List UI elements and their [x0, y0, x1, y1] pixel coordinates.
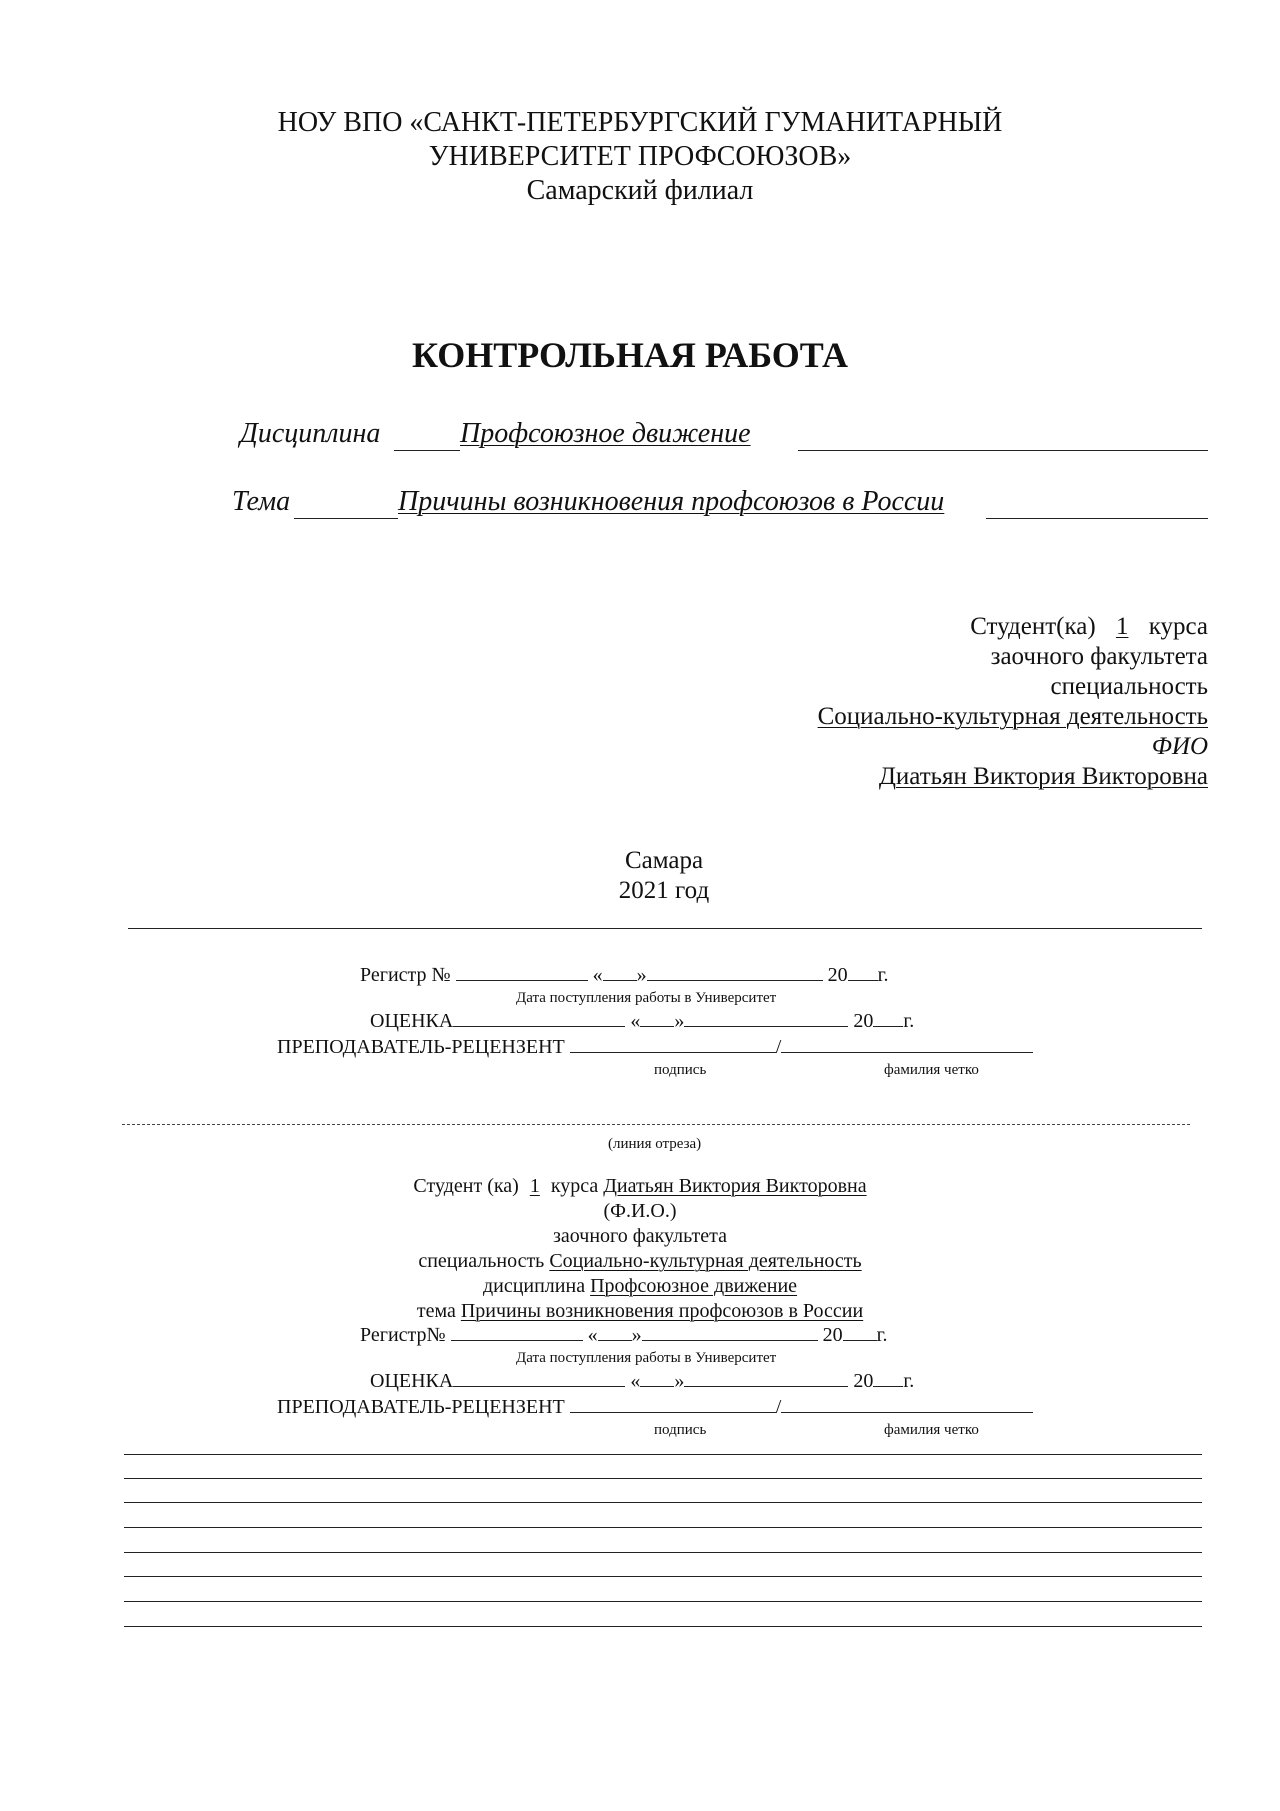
form1-register-label: Регистр № — [360, 964, 451, 986]
student-course-suffix: курса — [1148, 613, 1208, 640]
form1-reviewer-line — [277, 1036, 1033, 1059]
header-branch: Самарский филиал — [526, 175, 754, 206]
form2-year-suffix: г. — [876, 1324, 888, 1346]
header-line-1: НОУ ВПО «САНКТ-ПЕТЕРБУРГСКИЙ ГУМАНИТАРНЫЙ — [277, 107, 1003, 138]
writing-line — [124, 1626, 1202, 1627]
discipline-label: Дисциплина — [240, 418, 381, 449]
form2-specialty-label: специальность — [418, 1250, 545, 1272]
form1-grade-year-suffix: г. — [903, 1010, 915, 1032]
topic-blank-2 — [986, 518, 1208, 519]
city: Самара — [624, 847, 704, 874]
form1-day-field[interactable] — [603, 964, 637, 981]
cut-line — [122, 1124, 1190, 1125]
form2-fio-caption: (Ф.И.О.) — [603, 1200, 677, 1222]
form2-grade-year-field[interactable] — [873, 1370, 903, 1387]
topic-label: Тема — [232, 486, 291, 517]
student-course-number: 1 — [1115, 613, 1129, 640]
writing-line — [124, 1527, 1202, 1528]
form1-grade-day-field[interactable] — [640, 1010, 674, 1027]
form1-register-field[interactable] — [456, 964, 588, 981]
form2-student-info — [0, 1174, 1280, 1324]
form2-specialty-value: Социально-культурная деятельность — [549, 1250, 862, 1272]
student-specialty-value: Социально-культурная деятельность — [817, 703, 1208, 730]
form2-topic-label: тема — [416, 1300, 456, 1322]
form2-reviewer-label: ПРЕПОДАВАТЕЛЬ-РЕЦЕНЗЕНТ — [277, 1396, 565, 1418]
topic-blank-1 — [294, 518, 398, 519]
form1-quote-open: « — [592, 964, 603, 986]
cut-line-label: (линия отреза) — [608, 1136, 702, 1152]
city-year — [24, 846, 1280, 906]
form2-date-caption: Дата поступления работы в Университет — [516, 1350, 777, 1366]
form2-register-label: Регистр№ — [360, 1324, 446, 1346]
form2-discipline-line — [0, 1274, 1280, 1299]
form1-surname-field[interactable] — [781, 1036, 1033, 1053]
form1-grade-label: ОЦЕНКА — [370, 1010, 454, 1032]
form2-course-suffix: курса — [550, 1175, 599, 1197]
form1-surname-caption: фамилия четко — [884, 1062, 979, 1078]
form2-grade-quote-open: « — [630, 1370, 641, 1392]
student-fio-value: Диатьян Виктория Викторовна — [878, 763, 1208, 790]
writing-line — [124, 1454, 1202, 1455]
form2-year-prefix: 20 — [822, 1324, 843, 1346]
header-line-2: УНИВЕРСИТЕТ ПРОФСОЮЗОВ» — [428, 141, 852, 172]
student-fio-label: ФИО — [1151, 733, 1208, 760]
form2-reviewer-line — [277, 1396, 1033, 1419]
form1-quote-close: » — [636, 964, 647, 986]
form1-date-caption: Дата поступления работы в Университет — [516, 990, 777, 1006]
form1-grade-quote-open: « — [630, 1010, 641, 1032]
form2-grade-year-suffix: г. — [903, 1370, 915, 1392]
form1-grade-month-field[interactable] — [684, 1010, 848, 1027]
form1-grade-line — [370, 1010, 914, 1033]
form1-year-prefix: 20 — [827, 964, 848, 986]
writing-line — [124, 1576, 1202, 1577]
form1-register-line — [360, 964, 889, 987]
university-header — [0, 106, 1280, 208]
student-block — [818, 612, 1208, 792]
form1-signature-field[interactable] — [570, 1036, 776, 1053]
form2-topic-value: Причины возникновения профсоюзов в России — [460, 1300, 864, 1322]
form2-student-line — [0, 1174, 1280, 1199]
form2-grade-field[interactable] — [453, 1370, 625, 1387]
year: 2021 год — [618, 877, 710, 904]
form2-year-field[interactable] — [843, 1324, 877, 1341]
form2-specialty-line — [0, 1249, 1280, 1274]
form2-slash: / — [775, 1396, 782, 1418]
writing-line — [124, 1478, 1202, 1479]
student-specialty-label: специальность — [1050, 673, 1208, 700]
form2-topic-line — [0, 1299, 1280, 1324]
form2-surname-field[interactable] — [781, 1396, 1033, 1413]
form1-year-field[interactable] — [848, 964, 878, 981]
form2-grade-day-field[interactable] — [640, 1370, 674, 1387]
form2-student-name: Диатьян Виктория Викторовна — [603, 1175, 867, 1197]
topic-value: Причины возникновения профсоюзов в России — [398, 486, 945, 517]
form2-register-field[interactable] — [451, 1324, 583, 1341]
form2-grade-quote-close: » — [674, 1370, 685, 1392]
student-faculty: заочного факультета — [990, 643, 1208, 670]
discipline-value: Профсоюзное движение — [460, 418, 751, 449]
form2-grade-month-field[interactable] — [684, 1370, 848, 1387]
form2-student-prefix: Студент (ка) — [413, 1175, 519, 1197]
form2-course-number: 1 — [529, 1175, 540, 1197]
writing-line — [124, 1502, 1202, 1503]
form2-discipline-label: дисциплина — [482, 1275, 586, 1297]
form1-grade-quote-close: » — [674, 1010, 685, 1032]
form1-grade-field[interactable] — [453, 1010, 625, 1027]
form2-day-field[interactable] — [598, 1324, 632, 1341]
form2-signature-field[interactable] — [570, 1396, 776, 1413]
student-course-line — [818, 612, 1208, 642]
form2-faculty: заочного факультета — [553, 1225, 727, 1247]
form1-year-suffix: г. — [877, 964, 889, 986]
form2-signature-caption: подпись — [654, 1422, 707, 1438]
form1-signature-caption: подпись — [654, 1062, 707, 1078]
form2-discipline-value: Профсоюзное движение — [590, 1275, 798, 1297]
writing-line — [124, 1601, 1202, 1602]
form2-surname-caption: фамилия четко — [884, 1422, 979, 1438]
form1-grade-year-field[interactable] — [873, 1010, 903, 1027]
form2-month-field[interactable] — [642, 1324, 818, 1341]
writing-line — [124, 1552, 1202, 1553]
form2-grade-label: ОЦЕНКА — [370, 1370, 454, 1392]
form2-grade-line — [370, 1370, 914, 1393]
form2-register-line — [360, 1324, 888, 1347]
form1-reviewer-label: ПРЕПОДАВАТЕЛЬ-РЕЦЕНЗЕНТ — [277, 1036, 565, 1058]
form1-month-field[interactable] — [647, 964, 823, 981]
form1-grade-year-prefix: 20 — [853, 1010, 874, 1032]
student-prefix: Студент(ка) — [970, 613, 1096, 640]
form2-quote-open: « — [587, 1324, 598, 1346]
form2-grade-year-prefix: 20 — [853, 1370, 874, 1392]
form1-slash: / — [775, 1036, 782, 1058]
form2-quote-close: » — [631, 1324, 642, 1346]
document-title: КОНТРОЛЬНАЯ РАБОТА — [412, 335, 848, 375]
discipline-blank-2 — [798, 450, 1208, 451]
separator-line — [128, 928, 1202, 929]
discipline-blank-1 — [394, 450, 460, 451]
